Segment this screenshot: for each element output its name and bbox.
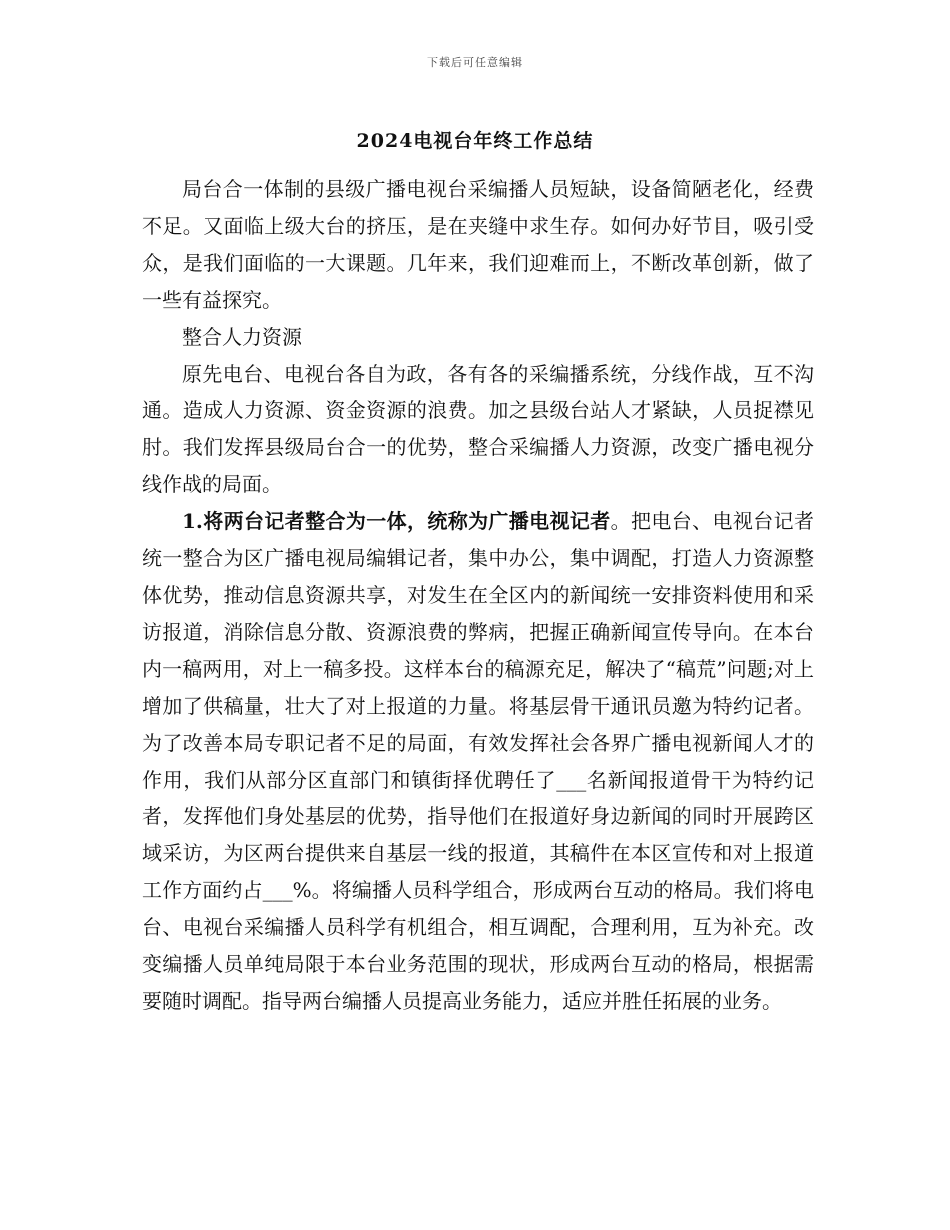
document-body	[142, 171, 814, 1020]
section1-lead: 1.将两台记者整合为一体，统称为广播电视记者	[182, 509, 611, 534]
background-paragraph: 原先电台、电视台各自为政，各有各的采编播系统，分线作战，互不沟通。造成人力资源、资金资源的浪费。加之县级台站人才紧缺，人员捉襟见肘。我们发挥县级局台合一的优势，整合采编播人力资源，改变广播电视分线作战的局面。	[142, 361, 814, 497]
header-note: 下载后可任意编辑	[427, 56, 523, 69]
section1-paragraph	[142, 503, 814, 1020]
section-heading: 整合人力资源	[182, 324, 302, 349]
document-title: 2024电视台年终工作总结	[356, 130, 594, 152]
section1-body: 。把电台、电视台记者统一整合为区广播电视局编辑记者，集中办公，集中调配，打造人力资源整体优势，推动信息资源共享，对发生在全区内的新闻统一安排资料使用和采访报道，消除信息分散、资源浪费的弊病，把握正确新闻宣传导向。在本台内一稿两用，对上一稿多投。这样本台的稿源充足，解决了“稿荒”问题;对上增加了供稿量，壮大了对上报道的力量。将基层骨干通讯员邀为特约记者。为了改善本局专职记者不足的局面，有效发挥社会各界广播电视新闻人才的作用，我们从部分区直部门和镇街择优聘任了___名新闻报道骨干为特约记者，发挥他们身处基层的优势，指导他们在报道好身边新闻的同时开展跨区域采访，为区两台提供来自基层一线的报道，其稿件在本区宣传和对上报道工作方面约占___%。将编播人员科学组合，形成两台互动的格局。我们将电台、电视台采编播人员科学有机组合，相互调配，合理利用，互为补充。改变编播人员单纯局限于本台业务范围的现状，形成两台互动的格局，根据需要随时调配。指导两台编播人员提高业务能力，适应并胜任拓展的业务。	[142, 509, 814, 1013]
intro-paragraph: 局台合一体制的县级广播电视台采编播人员短缺，设备简陋老化，经费不足。又面临上级大台的挤压，是在夹缝中求生存。如何办好节目，吸引受众，是我们面临的一大课题。几年来，我们迎难而上，不断改革创新，做了一些有益探究。	[142, 177, 814, 312]
